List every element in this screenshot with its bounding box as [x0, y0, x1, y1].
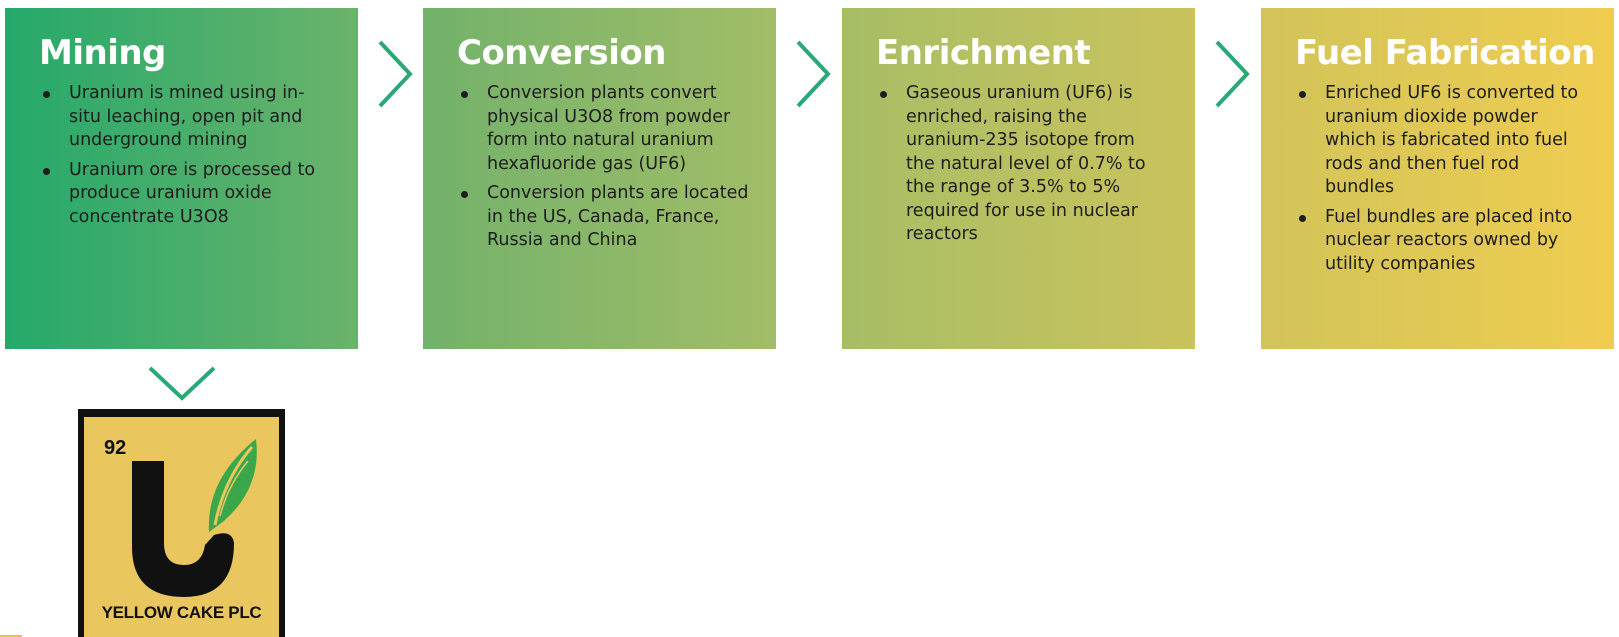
chevron-down-icon	[148, 364, 216, 404]
step-fuel-fabrication	[1261, 8, 1614, 349]
bullet-item: Fuel bundles are placed into nuclear reactors owned by utility companies	[1295, 206, 1587, 277]
bullet-item: Conversion plants convert physical U3O8 from powder form into natural uranium hexafluoride gas (UF6)	[457, 82, 749, 176]
bullet-list	[876, 82, 1195, 247]
bullet-list	[1295, 82, 1614, 276]
yellow-cake-logo	[78, 409, 285, 637]
bullet-item: Conversion plants are located in the US, Canada, France, Russia and China	[457, 182, 749, 253]
bullet-item: Gaseous uranium (UF6) is enriched, raising the uranium-235 isotope from the natural level of 0.7% to the range of 3.5% to 5% required for use in nuclear reactors	[876, 82, 1168, 247]
step-title: Enrichment	[876, 33, 1091, 73]
chevron-right-icon	[794, 40, 834, 108]
bullet-list	[39, 82, 358, 229]
step-title: Mining	[39, 33, 166, 73]
chevron-right-icon	[1213, 40, 1253, 108]
bullet-list	[457, 82, 776, 253]
step-title: Conversion	[457, 33, 666, 73]
bullet-item: Uranium is mined using in-situ leaching, open pit and underground mining	[39, 82, 331, 153]
company-name: YELLOW CAKE PLC	[101, 603, 262, 622]
atomic-number: 92	[104, 437, 127, 459]
step-title: Fuel Fabrication	[1295, 33, 1595, 73]
step-conversion	[423, 8, 776, 349]
bullet-item: Enriched UF6 is converted to uranium dioxide powder which is fabricated into fuel rods and then fuel rod bundles	[1295, 82, 1587, 200]
bullet-item: Uranium ore is processed to produce uranium oxide concentrate U3O8	[39, 159, 331, 230]
chevron-right-icon	[376, 40, 416, 108]
step-mining	[5, 8, 358, 349]
step-enrichment	[842, 8, 1195, 349]
